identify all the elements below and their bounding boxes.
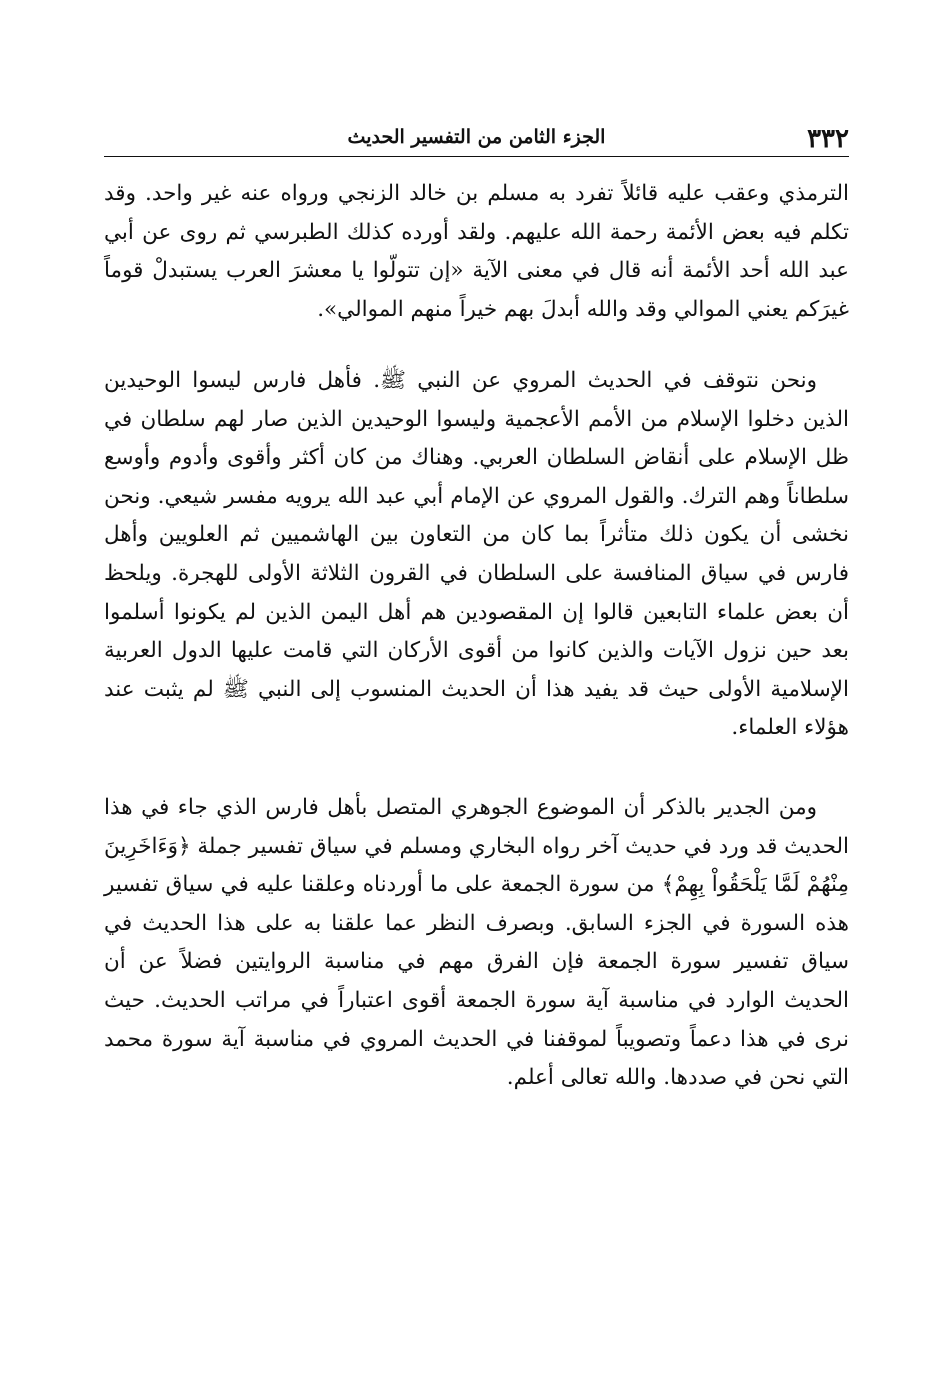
body-paragraph: ومن الجدير بالذكر أن الموضوع الجوهري المتصل بأهل فارس الذي جاء في هذا الحديث قد ورد في حديث آخر رواه البخاري ومسلم في سياق تفسير جملة ﴿وَءَاخَرِينَ مِنْهُمْ لَمَّا يَلْحَقُواْ بِهِمْ﴾ من سورة الجمعة على ما أوردناه وعلقنا عليه في سياق تفسير هذه السورة في الجزء السابق. وبصرف النظر عما علقنا به على هذا الحديث في سياق تفسير سورة الجمعة فإن الفرق مهم في مناسبة الروايتين فضلاً عن أن الحديث الوارد في مناسبة آية سورة الجمعة أقوى اعتباراً في مراتب الحديث. حيث نرى في هذا دعماً وتصويباً لموقفنا في الحديث المروي في مناسبة آية سورة محمد التي نحن في صددها. والله تعالى أعلم. xyxy=(104,795,849,1091)
running-title: الجزء الثامن من التفسير الحديث xyxy=(347,126,606,148)
page-number: ٣٣٢ xyxy=(807,124,849,154)
page-header xyxy=(104,120,849,157)
body-paragraph: الترمذي وعقب عليه قائلاً تفرد به مسلم بن خالد الزنجي ورواه عنه غير واحد. وقد تكلم فيه بعض الأئمة رحمة الله عليهم. ولقد أورده كذلك الطبرسي ثم روى عن أبي عبد الله أحد الأئمة أنه قال في معنى الآية «إن تتولّوا يا معشرَ العرب يستبدلْ قوماً غيرَكم يعني الموالي وقد والله أبدلَ بهم خيراً منهم الموالي». xyxy=(104,181,849,322)
body-paragraph: ونحن نتوقف في الحديث المروي عن النبي ﷺ. فأهل فارس ليسوا الوحيدين الذين دخلوا الإسلام من الأمم الأعجمية وليسوا الوحيدين الذين صار لهم سلطان في ظل الإسلام على أنقاض السلطان العربي. وهناك من كان أكثر وأقوى وأدوم وأوسع سلطاناً وهم الترك. والقول المروي عن الإمام أبي عبد الله يرويه مفسر شيعي. ونحن نخشى أن يكون ذلك متأثراً بما كان من التعاون بين الهاشميين ثم العلويين وأهل فارس في سياق المنافسة على السلطان في القرون الثلاثة الأولى للهجرة. ويلحظ أن بعض علماء التابعين قالوا إن المقصودين هم أهل اليمن الذين لم يكونوا أسلموا بعد حين نزول الآيات والذين كانوا من أقوى الأركان التي قامت عليها الدول العربية الإسلامية الأولى حيث قد يفيد هذا أن الحديث المنسوب إلى النبي ﷺ لم يثبت عند هؤلاء العلماء. xyxy=(104,368,849,741)
